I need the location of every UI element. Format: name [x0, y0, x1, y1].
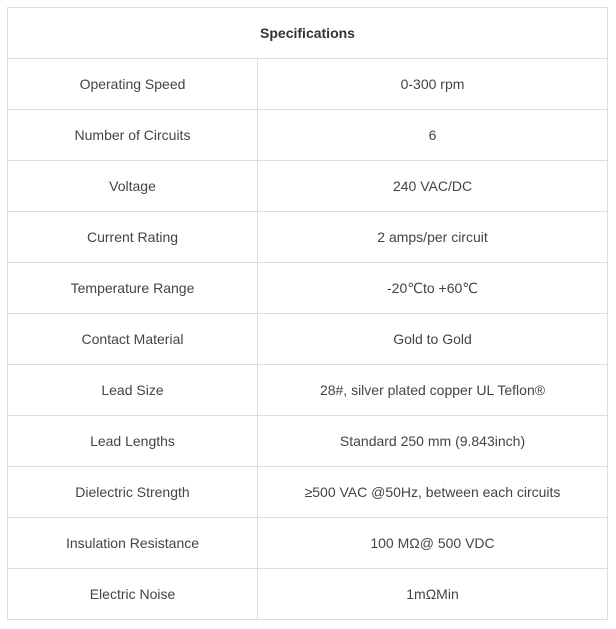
table-row: [8, 416, 608, 467]
spec-label: Lead Size: [8, 365, 258, 416]
table-row: [8, 110, 608, 161]
spec-value: -20℃to +60℃: [258, 263, 608, 314]
spec-label: Electric Noise: [8, 569, 258, 620]
spec-value: 240 VAC/DC: [258, 161, 608, 212]
spec-value: 100 MΩ@ 500 VDC: [258, 518, 608, 569]
table-title: Specifications: [8, 8, 608, 59]
table-row: [8, 161, 608, 212]
spec-value: 1mΩMin: [258, 569, 608, 620]
table-row: [8, 467, 608, 518]
spec-value: 2 amps/per circuit: [258, 212, 608, 263]
table-row: [8, 59, 608, 110]
specifications-table: [7, 7, 608, 620]
spec-value: 6: [258, 110, 608, 161]
spec-label: Current Rating: [8, 212, 258, 263]
spec-label: Voltage: [8, 161, 258, 212]
table-row: [8, 569, 608, 620]
table-row: [8, 365, 608, 416]
spec-value: 28#, silver plated copper UL Teflon®: [258, 365, 608, 416]
table-row: [8, 518, 608, 569]
table-row: [8, 314, 608, 365]
spec-label: Temperature Range: [8, 263, 258, 314]
spec-label: Number of Circuits: [8, 110, 258, 161]
spec-label: Lead Lengths: [8, 416, 258, 467]
table-row: [8, 212, 608, 263]
table-header-row: [8, 8, 608, 59]
spec-value: Standard 250 mm (9.843inch): [258, 416, 608, 467]
spec-label: Dielectric Strength: [8, 467, 258, 518]
spec-label: Operating Speed: [8, 59, 258, 110]
table-row: [8, 263, 608, 314]
spec-value: ≥500 VAC @50Hz, between each circuits: [258, 467, 608, 518]
spec-value: Gold to Gold: [258, 314, 608, 365]
spec-label: Contact Material: [8, 314, 258, 365]
spec-value: 0-300 rpm: [258, 59, 608, 110]
spec-label: Insulation Resistance: [8, 518, 258, 569]
